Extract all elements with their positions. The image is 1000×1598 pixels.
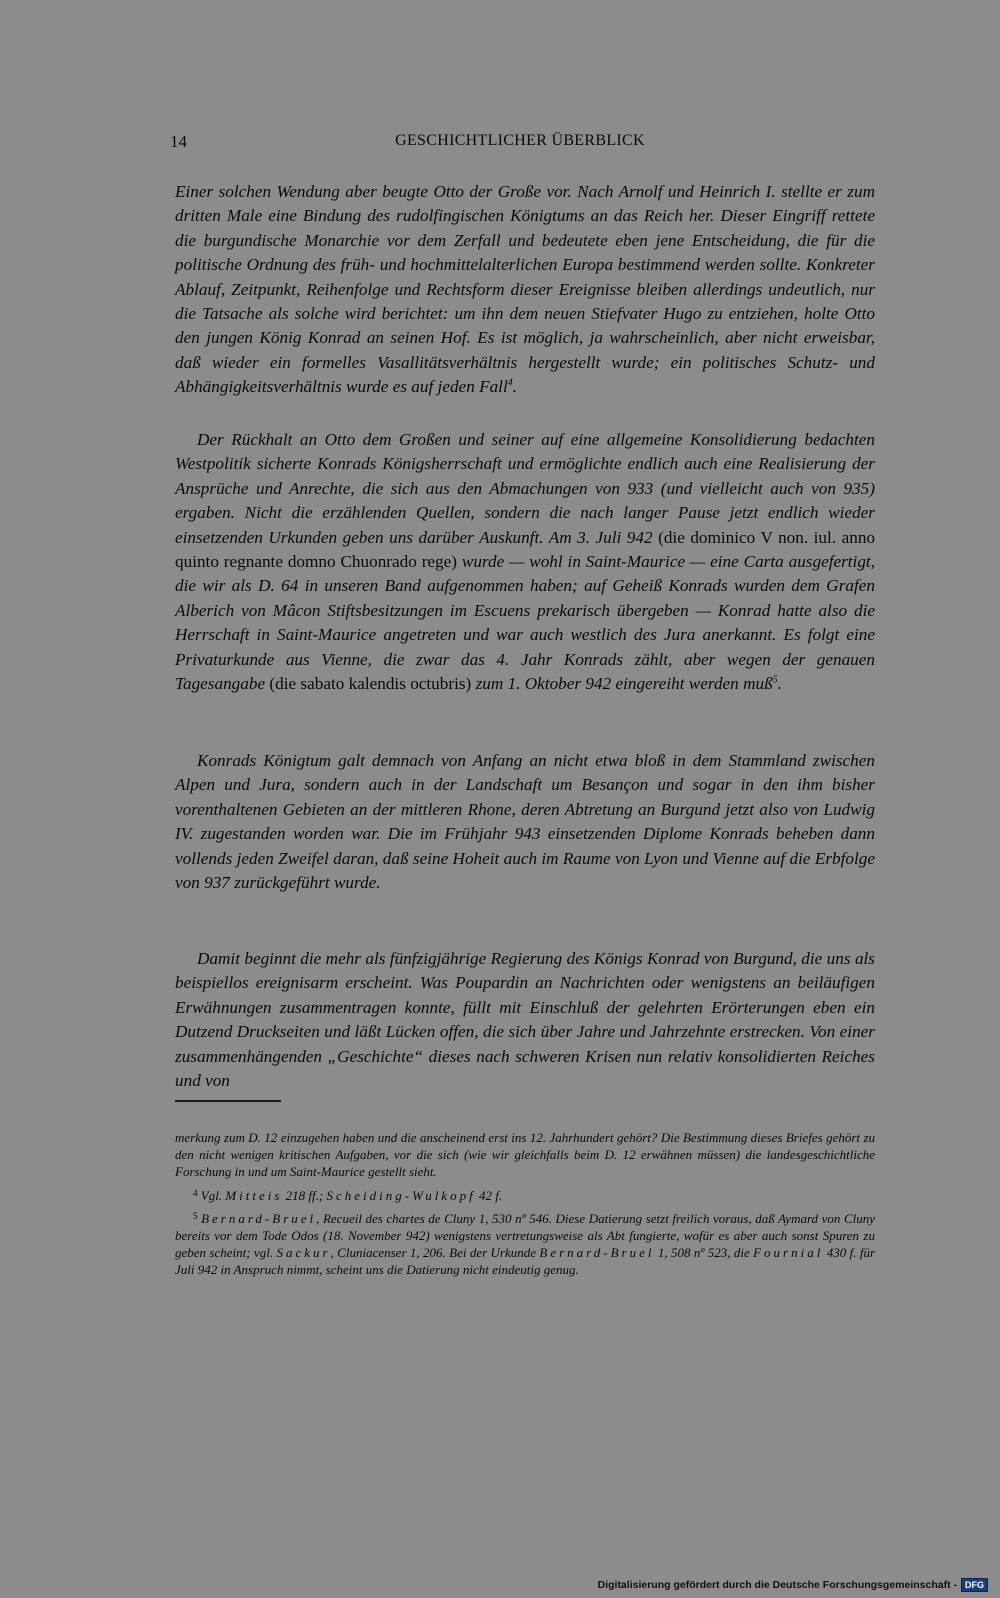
footnote-5-text-c: 1, 508 nº 523, die (657, 1245, 750, 1261)
footer (598, 1576, 988, 1594)
running-head: GESCHICHTLICHER ÜBERBLICK (395, 132, 645, 149)
footnote-5-author-3: Bernard-Bruel (539, 1245, 655, 1261)
footnote-5 (175, 1208, 875, 1279)
footnotes (175, 1129, 875, 1283)
footnote-4 (175, 1185, 875, 1204)
footnote-4-text-b: 218 ff.; (285, 1187, 324, 1203)
footnote-5-author-2: Sackur (276, 1245, 331, 1261)
paragraph-3-text: Konrads Königtum galt demnach von Anfang an nicht etwa bloß in dem Stammland zwischen Alpen und Jura, sondern auch in der Landschaft um Besançon und sogar in den ihm bisher vorenthaltenen Gebieten an der mittleren Rhone, deren Abtretung an Burgund jetzt also von Ludwig IV. zugestanden worden war. Die im Frühjahr 943 einsetzenden Diplome Konrads beheben dann vollends jeden Zweifel daran, daß seine Hoheit auch im Raume von Lyon und Vienne auf die Erbfolge von 937 zurückgeführt wurde. (175, 751, 875, 893)
footnote-5-number: 5 (193, 1210, 198, 1221)
paragraph-3 (175, 749, 875, 895)
footnote-ref-5: 5 (772, 674, 778, 686)
page-header (170, 132, 870, 156)
footer-text: Digitalisierung gefördert durch die Deutsche Forschungsgemeinschaft - (597, 1579, 957, 1591)
footnote-5-text-d: 430 f. für Juli 942 in Anspruch nimmt, scheint uns die Datierung nicht eindeutig genug. (175, 1245, 875, 1278)
paragraph-2-text-c: zum 1. Oktober 942 eingereiht werden muß (475, 674, 773, 694)
footnote-5-author-1: Bernard-Bruel (201, 1210, 317, 1226)
footnote-4-text-a: Vgl. (200, 1187, 223, 1203)
paragraph-2: Der Rückhalt an Otto dem Großen und seiner auf eine allgemeine Konsolidierung bedachten Westpolitik sicherte Konrads Königsherrschaft und ermöglichte endlich auch eine Realisierung der Ansprüche und Anrechte, die sich aus den Abmachungen von 933 (und vielleicht auch von 935) ergaben. Nicht die erzählenden Quellen, sondern die nach langer Pause jetzt endlich wieder einsetzenden Urkunden geben uns darüber Auskunft. Am 3. Juli 942 (die dominico V non. iul. anno quinto regnante domno Chuonrado rege) wurde — wohl in Saint-Maurice — eine Carta ausgefertigt, die wir als D. 64 in unseren Band aufgenommen haben; auf Geheiß Konrads wurden dem Grafen Alberich von Mâcon Stiftsbesitzungen im Escuens prekarisch übergeben — Konrad hatte also die Herrschaft in Saint-Maurice angetreten und war auch westlich des Jura anerkannt. Es folgt eine Privaturkunde aus Vienne, die zwar das 4. Jahr Konrads zählt, aber wegen der genauen Tagesangabe (die sabato kalendis octubris) zum 1. Oktober 942 eingereiht werden muß$^5$. (175, 430, 876, 694)
paragraph-2-text-a: Der Rückhalt an Otto dem Großen und seiner auf eine allgemeine Konsolidierung bedachten Westpolitik sicherte Konrads Königsherrschaft und ermöglichte endlich auch eine Realisierung der Ansprüche und Anrechte, die sich aus den Abmachungen von 933 (und vielleicht auch von 935) ergaben. Nicht die erzählenden Quellen, sondern die nach langer Pause jetzt endlich wieder einsetzenden Urkunden geben uns darüber Auskunft. Am 3. Juli 942 (175, 430, 875, 547)
footnote-4-text-c: 42 f. (478, 1187, 503, 1203)
paragraph-4-text: Damit beginnt die mehr als fünfzigjährige Regierung des Königs Konrad von Burgund, die uns als beispiellos ereignisarm erscheint. Was Poupardin an Nachrichten oder wenigstens an beiläufigen Erwähnungen zusammentragen konnte, füllt mit Einschluß der gelehrten Erörterungen eben ein Dutzend Druckseiten und läßt Lücken offen, die sich über Jahre und Jahrzehnte erstrecken. Von einer zusammenhängenden „Geschichte“ dieses nach schweren Krisen nun relativ konsolidierten Reiches und von (175, 949, 875, 1091)
paragraph-1-text: Einer solchen Wendung aber beugte Otto der Große vor. Nach Arnolf und Heinrich I. stellte er zum dritten Male eine Bindung des rudolfingischen Königtums an das Reich her. Dieser Eingriff rettete die burgundische Monarchie vor dem Zerfall und bedeutete eben jene Entscheidung, die für die politische Ordnung des früh- und hochmittelalterlichen Europa bestimmend werden sollte. Konkreter Ablauf, Zeitpunkt, Reihenfolge und Rechtsform dieser Ereignisse bleiben allerdings undeutlich, nur die Tatsache als solche wird berichtet: um ihn dem neuen Stiefvater Hugo zu entziehen, holte Otto den jungen König Konrad an seinen Hof. Es ist möglich, ja wahrscheinlich, aber nicht erweisbar, daß wieder ein formelles Vasallitätsverhältnis hergestellt wurde; ein politisches Schutz- und Abhängigkeitsverhältnis wurde es auf jeden Fall (175, 182, 875, 397)
paragraph-2-text-b: wurde — wohl in Saint-Maurice — eine Carta ausgefertigt, die wir als D. 64 in unseren Band aufgenommen haben; auf Geheiß Konrads wurden dem Grafen Alberich von Mâcon Stiftsbesitzungen im Escuens prekarisch übergeben — Konrad hatte also die Herrschaft in Saint-Maurice angetreten und war auch westlich des Jura anerkannt. Es folgt eine Privaturkunde aus Vienne, die zwar das 4. Jahr Konrads zählt, aber wegen der genauen Tagesangabe (175, 552, 876, 694)
dfg-logo[interactable]: DFG (961, 1578, 988, 1592)
footnote-4-author-1: Mitteis (225, 1187, 283, 1203)
footnote-5-text-a: , Recueil des chartes de Cluny 1, 530 nº 546. Diese Datierung setzt freilich voraus, daß Aymard von Cluny bereits vor dem Tode Odos (18. November 942) wenigstens vertretungsweise als Abt fungierte, wofür es aber auch sonst Spuren zu geben scheint; vgl. (175, 1210, 876, 1261)
page-number: 14 (170, 132, 187, 151)
footnote-rule (175, 1100, 281, 1102)
footnote-5-text-b: , Cluniacenser 1, 206. Bei der Urkunde (330, 1245, 537, 1261)
latin-quote-2: (die sabato kalendis octubris) (269, 674, 472, 694)
footnote-continuation: merkung zum D. 12 einzugehen haben und die anscheinend erst ins 12. Jahrhundert gehört? Die Bestimmung dieses Briefes gehört zu den nicht wenigen kritischen Aufgaben, vor die sich (wie wir gleichfalls beim D. 12 erwähnen müssen) die landesgeschichtliche Forschung in und um Saint-Maurice gestellt sieht. (175, 1130, 875, 1180)
latin-quote-1: (die dominico V non. iul. anno quinto regnante domno Chuonrado rege) (175, 527, 876, 572)
footnote-4-author-2: Scheiding-Wulkopf (326, 1187, 476, 1203)
footnote-5-author-4: Fournial (753, 1245, 824, 1261)
paragraph-1: Einer solchen Wendung aber beugte Otto der Große vor. Nach Arnolf und Heinrich I. stellte er zum dritten Male eine Bindung des rudolfingischen Königtums an das Reich her. Dieser Eingriff rettete die burgundische Monarchie vor dem Zerfall und bedeutete eben jene Entscheidung, die für die politische Ordnung des früh- und hochmittelalterlichen Europa bestimmend werden sollte. Konkreter Ablauf, Zeitpunkt, Reihenfolge und Rechtsform dieser Ereignisse bleiben allerdings undeutlich, nur die Tatsache als solche wird berichtet: um ihn dem neuen Stiefvater Hugo zu entziehen, holte Otto den jungen König Konrad an seinen Hof. Es ist möglich, ja wahrscheinlich, aber nicht erweisbar, daß wieder ein formelles Vasallitätsverhältnis hergestellt wurde; ein politisches Schutz- und Abhängigkeitsverhältnis wurde es auf jeden Fall$^4$. (175, 182, 875, 397)
footnote-ref-4: 4 (507, 377, 513, 389)
footnote-4-number: 4 (193, 1187, 198, 1198)
paragraph-4 (175, 947, 875, 1093)
